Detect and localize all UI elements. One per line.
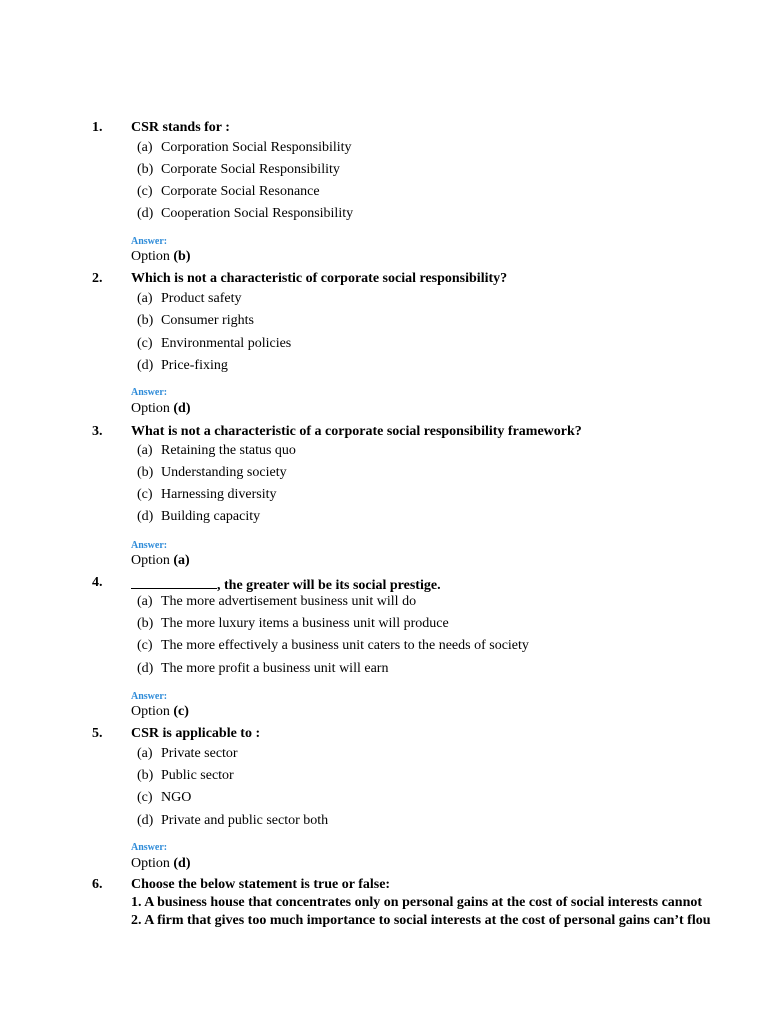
option-text: NGO [161, 790, 192, 805]
option-letter: (c) [137, 638, 153, 653]
option-text: Corporate Social Responsibility [161, 162, 340, 177]
option-letter: (c) [137, 790, 153, 805]
option-letter: (a) [137, 140, 153, 155]
question-4-number: 4. [92, 575, 103, 590]
question-2-option-d [137, 358, 228, 374]
question-2-text: Which is not a characteristic of corporate social responsibility? [131, 271, 508, 286]
question-2-answer [131, 401, 191, 417]
question-5-number: 5. [92, 726, 103, 741]
fill-in-blank [131, 575, 217, 589]
answer-prefix: Option [131, 704, 170, 719]
option-text: Public sector [161, 768, 234, 783]
option-text: Consumer rights [161, 313, 254, 328]
question-4-option-c [137, 638, 529, 654]
option-letter: (d) [137, 509, 154, 524]
question-1-text: CSR stands for : [131, 120, 230, 135]
question-2-option-c [137, 336, 291, 352]
option-letter: (b) [137, 768, 154, 783]
question-1-number: 1. [92, 120, 103, 135]
question-4-option-a [137, 594, 416, 610]
answer-prefix: Option [131, 401, 170, 416]
question-6-statement-1: 1. A business house that concentrates only on personal gains at the cost of social interests cannot [131, 895, 703, 910]
option-text: The more effectively a business unit caters to the needs of society [161, 638, 529, 653]
option-text: The more luxury items a business unit will produce [161, 616, 449, 631]
question-1-option-a [137, 140, 352, 156]
question-2-option-b [137, 313, 254, 329]
option-letter: (b) [137, 162, 154, 177]
question-3-option-c [137, 487, 276, 503]
answer-value: (c) [173, 704, 189, 719]
option-text: Price-fixing [161, 358, 228, 373]
question-1-answer [131, 249, 191, 265]
option-letter: (a) [137, 443, 153, 458]
option-text: The more advertisement business unit will do [161, 594, 417, 609]
answer-prefix: Option [131, 856, 170, 871]
question-2-option-a [137, 291, 241, 307]
option-letter: (c) [137, 336, 153, 351]
question-5-option-d [137, 813, 328, 829]
question-5-answer-label: Answer: [131, 842, 168, 853]
option-text: Corporation Social Responsibility [161, 140, 352, 155]
question-4-text-content: , the greater will be its social prestige. [217, 578, 441, 593]
question-2-number: 2. [92, 271, 103, 286]
option-text: The more profit a business unit will earn [161, 661, 389, 676]
question-6-statement-2: 2. A firm that gives too much importance to social interests at the cost of personal gains can’t flou [131, 913, 711, 928]
option-letter: (b) [137, 465, 154, 480]
question-6-text: Choose the below statement is true or false: [131, 877, 391, 892]
answer-value: (b) [173, 249, 191, 264]
question-1-option-c [137, 184, 320, 200]
question-3-option-b [137, 465, 287, 481]
question-1-option-b [137, 162, 340, 178]
option-letter: (a) [137, 291, 153, 306]
answer-prefix: Option [131, 553, 170, 568]
question-3-option-d [137, 509, 260, 525]
option-letter: (a) [137, 594, 153, 609]
question-1-answer-label: Answer: [131, 236, 168, 247]
option-letter: (d) [137, 661, 154, 676]
question-3-number: 3. [92, 424, 103, 439]
option-text: Corporate Social Resonance [161, 184, 320, 199]
option-text: Cooperation Social Responsibility [161, 206, 354, 221]
option-text: Harnessing diversity [161, 487, 277, 502]
question-3-answer-label: Answer: [131, 540, 168, 551]
answer-prefix: Option [131, 249, 170, 264]
option-letter: (d) [137, 206, 154, 221]
question-1-option-d [137, 206, 353, 222]
question-2-answer-label: Answer: [131, 387, 168, 398]
answer-value: (d) [173, 401, 191, 416]
option-letter: (a) [137, 746, 153, 761]
question-4-answer-label: Answer: [131, 691, 168, 702]
option-text: Private sector [161, 746, 238, 761]
option-letter: (d) [137, 358, 154, 373]
option-text: Retaining the status quo [161, 443, 296, 458]
question-4-text [131, 575, 441, 594]
option-letter: (c) [137, 184, 153, 199]
question-5-option-c [137, 790, 191, 806]
option-letter: (d) [137, 813, 154, 828]
question-4-option-d [137, 661, 388, 677]
question-4-answer [131, 704, 189, 720]
option-letter: (b) [137, 313, 154, 328]
option-text: Understanding society [161, 465, 287, 480]
question-5-text: CSR is applicable to : [131, 726, 261, 741]
question-3-option-a [137, 443, 296, 459]
question-5-option-a [137, 746, 238, 762]
question-4-option-b [137, 616, 449, 632]
option-letter: (c) [137, 487, 153, 502]
answer-value: (d) [173, 856, 191, 871]
answer-value: (a) [173, 553, 190, 568]
option-text: Product safety [161, 291, 242, 306]
question-5-answer [131, 856, 191, 872]
question-3-text: What is not a characteristic of a corporate social responsibility framework? [131, 424, 582, 439]
question-3-answer [131, 553, 190, 569]
question-6-number: 6. [92, 877, 103, 892]
option-letter: (b) [137, 616, 154, 631]
option-text: Building capacity [161, 509, 261, 524]
option-text: Environmental policies [161, 336, 292, 351]
option-text: Private and public sector both [161, 813, 329, 828]
question-5-option-b [137, 768, 234, 784]
